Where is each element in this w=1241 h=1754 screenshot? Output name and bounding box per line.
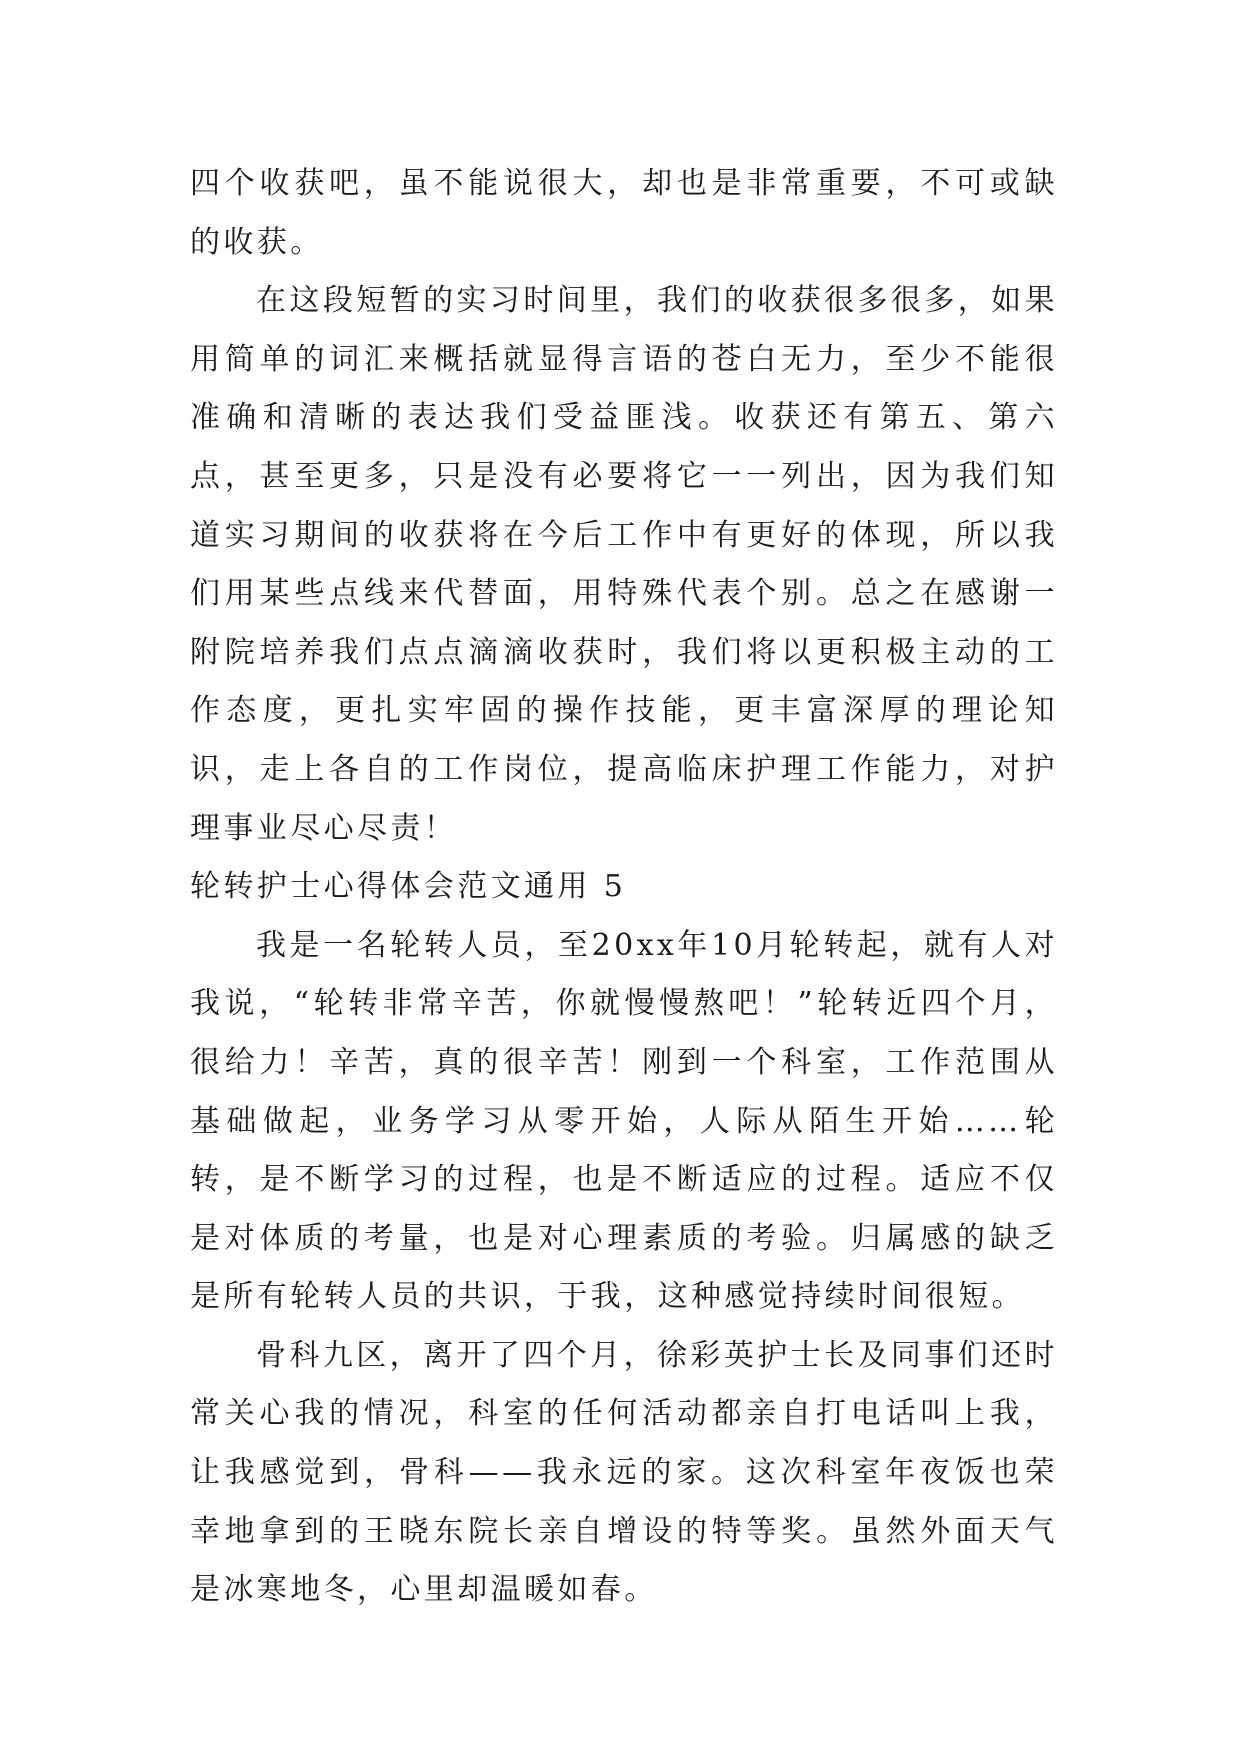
- document-body: [190, 155, 1058, 1620]
- paragraph-orthopedics: 骨科九区，离开了四个月，徐彩英护士长及同事们还时常关心我的情况，科室的任何活动都亲自打电话叫上我，让我感觉到，骨科——我永远的家。这次科室年夜饭也荣幸地拿到的王晓东院长亲自增设的特等奖。虽然外面天气是冰寒地冬，心里却温暖如春。: [190, 1337, 1058, 1608]
- paragraph-continuation: 四个收获吧，虽不能说很大，却也是非常重要，不可或缺的收获。: [190, 166, 1058, 260]
- section-heading: 轮转护士心得体会范文通用 5: [190, 869, 627, 905]
- paragraph-rotation-intro: 我是一名轮转人员，至20xx年10月轮转起，就有人对我说，“轮转非常辛苦，你就慢慢熬吧！”轮转近四个月，很给力！辛苦，真的很辛苦！刚到一个科室，工作范围从基础做起，业务学习从零开始，人际从陌生开始……轮转，是不断学习的过程，也是不断适应的过程。适应不仅是对体质的考量，也是对心理素质的考验。归属感的缺乏是所有轮转人员的共识，于我，这种感觉持续时间很短。: [190, 927, 1058, 1315]
- paragraph-internship-gains: 在这段短暂的实习时间里，我们的收获很多很多，如果用简单的词汇来概括就显得言语的苍白无力，至少不能很准确和清晰的表达我们受益匪浅。收获还有第五、第六点，甚至更多，只是没有必要将它一一列出，因为我们知道实习期间的收获将在今后工作中有更好的体现，所以我们用某些点线来代替面，用特殊代表个别。总之在感谢一附院培养我们点点滴滴收获时，我们将以更积极主动的工作态度，更扎实牢固的操作技能，更丰富深厚的理论知识，走上各自的工作岗位，提高临床护理工作能力，对护理事业尽心尽责！: [190, 283, 1058, 846]
